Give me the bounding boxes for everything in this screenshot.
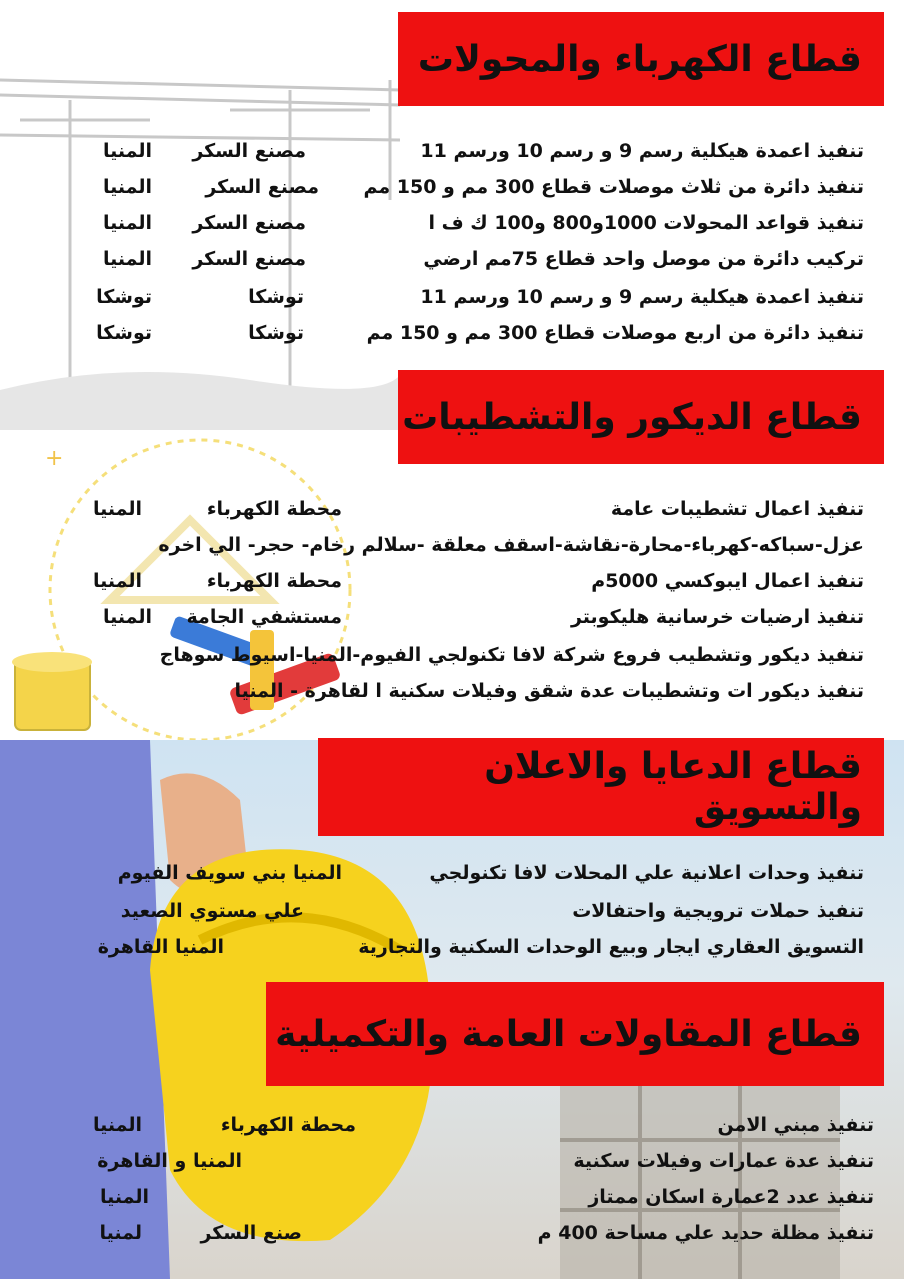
row-description: تنفيذ ديكور ات وتشطيبات عدة شقق وفيلات سكنية ا لقاهرة - المنيا <box>234 680 864 702</box>
row-city: المنيا <box>99 1186 149 1208</box>
table-row <box>0 316 904 350</box>
table-row <box>0 1144 904 1178</box>
table-row <box>0 564 904 598</box>
table-row <box>0 856 904 890</box>
row-city: المنيا <box>92 498 142 520</box>
row-place: المنيا القاهرة <box>97 936 224 958</box>
row-description: تنفيذ ارضيات خرسانية هليكوبتر <box>570 606 864 628</box>
row-site: محطة الكهرباء <box>220 1114 356 1136</box>
section-header-decor <box>398 370 884 464</box>
row-description: تنفيذ دائرة من اربع موصلات قطاع 300 مم و 150 مم <box>366 322 864 344</box>
row-description: تنفيذ اعمال تشطيبات عامة <box>610 498 864 520</box>
table-row <box>0 1216 904 1250</box>
row-description: تركيب دائرة من موصل واحد قطاع 75مم ارضي <box>423 248 864 270</box>
row-description: تنفيذ اعمدة هيكلية رسم 9 و رسم 10 ورسم 11 <box>420 140 864 162</box>
row-description: تنفيذ اعمال ايبوكسي 5000م <box>591 570 864 592</box>
row-description: تنفيذ مبني الامن <box>717 1114 874 1136</box>
row-description: تنفيذ وحدات اعلانية علي المحلات لافا تكنولجي <box>429 862 864 884</box>
table-row <box>0 206 904 240</box>
row-site: محطة الكهرباء <box>206 498 342 520</box>
section-header-electricity <box>398 12 884 106</box>
row-description: تنفيذ مظلة حديد علي مساحة 400 م <box>537 1222 874 1244</box>
table-row <box>0 170 904 204</box>
row-site: مصنع السكر <box>205 176 319 198</box>
table-row <box>0 930 904 964</box>
row-site: صنع السكر <box>200 1222 302 1244</box>
row-city: المنيا <box>102 176 152 198</box>
row-city: المنيا <box>92 570 142 592</box>
row-site: مصنع السكر <box>192 212 306 234</box>
row-site: محطة الكهرباء <box>206 570 342 592</box>
row-description: التسويق العقاري ايجار وبيع الوحدات السكنية والتجارية <box>358 936 864 958</box>
row-site: توشكا <box>248 286 304 308</box>
row-site: مصنع السكر <box>192 140 306 162</box>
table-row <box>0 528 904 562</box>
row-city: لمنيا <box>99 1222 142 1244</box>
table-row <box>0 638 904 672</box>
section-title: قطاع الديكور والتشطيبات <box>402 396 862 438</box>
row-description: تنفيذ عدد 2عمارة اسكان ممتاز <box>588 1186 874 1208</box>
section-title: قطاع الكهرباء والمحولات <box>417 38 862 80</box>
section-title: قطاع الدعايا والاعلان والتسويق <box>484 746 862 828</box>
section-title: قطاع المقاولات العامة والتكميلية <box>275 1013 862 1055</box>
row-city: المنيا <box>102 606 152 628</box>
row-site: مستشفي الجامة <box>186 606 342 628</box>
svg-text:+: + <box>45 446 64 471</box>
table-row <box>0 894 904 928</box>
table-row <box>0 134 904 168</box>
row-description: تنفيذ ديكور وتشطيب فروع شركة لافا تكنولجي الفيوم-المنيا-اسيوط سوهاج <box>159 644 864 666</box>
table-row <box>0 492 904 526</box>
row-city: توشكا <box>96 322 152 344</box>
table-row <box>0 674 904 708</box>
table-row <box>0 600 904 634</box>
row-place: علي مستوي الصعيد <box>120 900 304 922</box>
row-description: تنفيذ دائرة من ثلاث موصلات قطاع 300 مم و 150 مم <box>363 176 864 198</box>
row-city: المنيا <box>92 1114 142 1136</box>
row-site: مصنع السكر <box>192 248 306 270</box>
table-row <box>0 242 904 276</box>
row-city: المنيا <box>102 212 152 234</box>
section-header-contracting <box>266 982 884 1086</box>
row-description: تنفيذ حملات ترويجية واحتفالات <box>572 900 864 922</box>
table-row <box>0 280 904 314</box>
table-row <box>0 1108 904 1142</box>
row-description: تنفيذ قواعد المحولات 1000و800 و100 ك ف ا <box>428 212 864 234</box>
table-row <box>0 1180 904 1214</box>
row-city: المنيا <box>102 140 152 162</box>
row-site: توشكا <box>248 322 304 344</box>
row-description: عزل-سباكه-كهرباء-محارة-نقاشة-اسقف معلقة -سلالم رخام- حجر- الي اخره <box>158 534 864 556</box>
row-description: تنفيذ اعمدة هيكلية رسم 9 و رسم 10 ورسم 11 <box>420 286 864 308</box>
row-place: المنيا بني سويف الفيوم <box>117 862 342 884</box>
section-header-advertising <box>318 738 884 836</box>
row-city: المنيا و القاهرة <box>97 1150 242 1172</box>
row-city: توشكا <box>96 286 152 308</box>
row-description: تنفيذ عدة عمارات وفيلات سكنية <box>573 1150 874 1172</box>
row-city: المنيا <box>102 248 152 270</box>
